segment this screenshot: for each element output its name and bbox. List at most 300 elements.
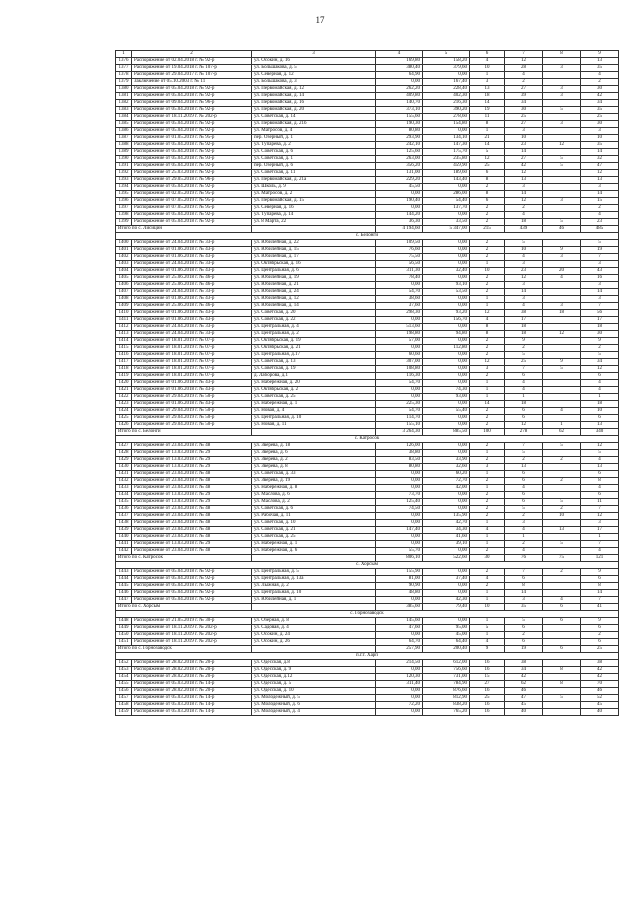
table-cell: ул. Тупарева, д. 2 <box>252 142 376 149</box>
table-cell <box>543 289 581 296</box>
table-cell <box>543 100 581 107</box>
table-cell: ул. Юбилейная, д. 24 <box>252 289 376 296</box>
table-cell: 2 <box>505 345 543 352</box>
table-cell: ул. 8 Марта, 22 <box>252 219 376 226</box>
table-cell: 5 <box>543 163 581 170</box>
column-number-cell: 8 <box>543 51 581 58</box>
table-cell: 5 <box>581 240 619 247</box>
table-cell: 1387 <box>116 135 132 142</box>
table-cell: 6 <box>581 492 619 499</box>
table-cell: 838,20 <box>423 702 470 709</box>
table-cell: 1417 <box>116 359 132 366</box>
total-cell: 5 347,00 <box>423 226 470 233</box>
table-row <box>116 681 619 688</box>
table-cell: Распоряжение от 05.04.2018 г. № 92-р <box>132 219 252 226</box>
table-row <box>116 660 619 667</box>
table-cell: 5 <box>470 149 505 156</box>
table-cell: ул. Советская, д. 10 <box>252 520 376 527</box>
table-cell: 42 <box>581 667 619 674</box>
table-row <box>116 303 619 310</box>
table-row <box>116 170 619 177</box>
table-cell: 42,70 <box>423 520 470 527</box>
table-cell: 38 <box>581 660 619 667</box>
table-cell: Распоряжение от 05.03.2018 г. № 14-р <box>132 695 252 702</box>
table-cell: 2 <box>543 506 581 513</box>
table-cell: Распоряжение от 28.02.2018 г. № 20-р <box>132 674 252 681</box>
table-cell: 25 <box>581 114 619 121</box>
table-cell: ул. Зверева, д. 18 <box>252 443 376 450</box>
table-cell: 13 <box>581 422 619 429</box>
table-cell: 125,40 <box>376 499 423 506</box>
table-cell: 2 <box>505 457 543 464</box>
table-cell: 54,40 <box>423 198 470 205</box>
table-cell: 6 <box>505 415 543 422</box>
table-cell: Распоряжение от 28.02.2018 г. № 20-р <box>132 688 252 695</box>
table-cell: 8 <box>543 681 581 688</box>
table-cell: 3 <box>505 520 543 527</box>
table-cell <box>543 177 581 184</box>
table-cell: 155,60 <box>376 114 423 121</box>
table-cell: 6 <box>581 625 619 632</box>
table-cell: 16 <box>470 688 505 695</box>
table-cell: 1439 <box>116 527 132 534</box>
table-cell: 2 <box>505 79 543 86</box>
table-cell: 1409 <box>116 303 132 310</box>
table-cell: 1379 <box>116 79 132 86</box>
table-cell: ул. Центральная, д.17 <box>252 352 376 359</box>
table-cell: Распоряжение от 18.11.2019 г. № 202-р <box>132 639 252 646</box>
table-cell: 1449 <box>116 625 132 632</box>
table-cell: 14 <box>505 590 543 597</box>
table-cell: 4 <box>543 408 581 415</box>
table-cell: 0,00 <box>376 394 423 401</box>
table-cell: 1445 <box>116 583 132 590</box>
total-cell: 30 <box>470 555 505 562</box>
table-cell: 225,30 <box>376 401 423 408</box>
table-cell: 4 <box>505 485 543 492</box>
table-cell: Распоряжение от 28.02.2018 г. № 20-р <box>132 667 252 674</box>
column-number-cell: 4 <box>376 51 423 58</box>
table-cell: 379,60 <box>423 65 470 72</box>
table-cell: 380,40 <box>376 65 423 72</box>
table-cell: 42 <box>505 163 543 170</box>
table-cell: Распоряжение от 05.04.2018 г. № 92-р <box>132 128 252 135</box>
total-label: Итого по с. Горнозаводск <box>116 646 252 653</box>
table-cell: 1402 <box>116 254 132 261</box>
table-cell: ул. Набережная, д. 8 <box>252 485 376 492</box>
table-cell: Распоряжение от 05.04.2018 г. № 92-р <box>132 576 252 583</box>
table-cell: 41,60 <box>423 534 470 541</box>
table-cell: 17 <box>581 317 619 324</box>
table-cell: 3 <box>505 261 543 268</box>
table-cell: 812,90 <box>423 695 470 702</box>
table-cell: 190,40 <box>376 198 423 205</box>
table-cell: 120,30 <box>376 674 423 681</box>
table-cell: 2 <box>470 415 505 422</box>
table-cell <box>543 401 581 408</box>
table-row <box>116 121 619 128</box>
table-cell: Распоряжение от 23.04.2018 г. № 48 <box>132 513 252 520</box>
table-cell: 1435 <box>116 499 132 506</box>
table-cell: 8 <box>470 331 505 338</box>
column-number-cell: 5 <box>423 51 470 58</box>
total-cell: 6 <box>543 646 581 653</box>
table-row <box>116 464 619 471</box>
table-cell: 2 <box>543 478 581 485</box>
table-cell: 8 <box>543 667 581 674</box>
total-cell <box>252 604 376 611</box>
table-cell <box>543 492 581 499</box>
table-cell: 1398 <box>116 212 132 219</box>
table-cell: 1452 <box>116 660 132 667</box>
table-cell: Распоряжение от 01.06.2018 г. № 43-р <box>132 401 252 408</box>
total-cell: 79,40 <box>423 604 470 611</box>
table-cell: 6 <box>470 198 505 205</box>
table-cell: 0,00 <box>376 534 423 541</box>
table-cell: 14 <box>470 401 505 408</box>
table-cell: 2 <box>470 583 505 590</box>
table-cell: 311,40 <box>376 681 423 688</box>
table-cell: 1 <box>470 597 505 604</box>
table-cell: 2 <box>543 457 581 464</box>
table-cell: 134,10 <box>423 135 470 142</box>
table-row <box>116 408 619 415</box>
table-cell: 1425 <box>116 415 132 422</box>
table-cell: 6 <box>505 478 543 485</box>
table-cell: 81,00 <box>376 576 423 583</box>
table-cell: ул. Большакова, д. 3 <box>252 79 376 86</box>
table-cell: 2 <box>543 569 581 576</box>
table-cell: пер. Озерный, д. 6 <box>252 163 376 170</box>
table-cell: 9 <box>543 359 581 366</box>
table-cell: 30 <box>505 107 543 114</box>
table-cell: 56 <box>581 310 619 317</box>
table-cell: Распоряжение от 29.04.2019 г. № 50-р <box>132 422 252 429</box>
table-row <box>116 674 619 681</box>
settlement-total-row <box>116 429 619 436</box>
table-cell: 14 <box>470 100 505 107</box>
table-cell: 0,00 <box>423 492 470 499</box>
total-cell <box>252 429 376 436</box>
table-cell: 1 <box>470 471 505 478</box>
table-cell: ул. Северная, д. 12 <box>252 72 376 79</box>
table-cell: 1416 <box>116 352 132 359</box>
table-cell: 18 <box>505 219 543 226</box>
table-cell: Распоряжение от 23.04.2018 г. № 48 <box>132 443 252 450</box>
table-cell: 4 <box>581 387 619 394</box>
table-cell: 60,20 <box>423 471 470 478</box>
table-cell <box>543 415 581 422</box>
table-cell: 38,60 <box>376 296 423 303</box>
table-cell: Распоряжение от 13.03.2018 г. № 29 <box>132 457 252 464</box>
table-cell: 6 <box>505 492 543 499</box>
table-cell: ул. Озерная, д. 8 <box>252 618 376 625</box>
table-cell: 8 <box>581 583 619 590</box>
table-cell <box>543 79 581 86</box>
table-cell: 27 <box>505 156 543 163</box>
table-cell: 0,00 <box>376 387 423 394</box>
table-cell: ул. Советская, д. 6 <box>252 149 376 156</box>
table-cell: 0,00 <box>423 296 470 303</box>
table-cell: Распоряжение от 25.03.2018 г. № 92-р <box>132 170 252 177</box>
column-number-cell: 7 <box>505 51 543 58</box>
table-cell: 0,00 <box>376 667 423 674</box>
table-cell: 0,00 <box>423 499 470 506</box>
table-cell: 2 <box>470 275 505 282</box>
table-cell: 1422 <box>116 394 132 401</box>
table-cell: 83,50 <box>376 457 423 464</box>
table-cell: 0,00 <box>376 709 423 716</box>
total-cell: 340 <box>581 429 619 436</box>
table-cell: Распоряжение от 29.04.2019 г. № 50-р <box>132 408 252 415</box>
table-cell: 2 <box>470 373 505 380</box>
table-cell <box>543 261 581 268</box>
table-cell: Распоряжение от 05.04.2018 г. № 92-р <box>132 163 252 170</box>
table-row <box>116 240 619 247</box>
table-row <box>116 394 619 401</box>
table-cell: 12 <box>470 359 505 366</box>
table-cell: 9 <box>581 338 619 345</box>
table-cell: 1450 <box>116 632 132 639</box>
table-cell: 1423 <box>116 401 132 408</box>
table-cell: 23 <box>505 268 543 275</box>
table-cell: ул. Первомайская, д. 21б <box>252 121 376 128</box>
table-cell: 2 <box>470 184 505 191</box>
table-cell: Распоряжение от 23.04.2018 г. № 48 <box>132 520 252 527</box>
table-cell: 3 <box>543 121 581 128</box>
table-cell: Распоряжение от 01.06.2018 г. № 43-р <box>132 247 252 254</box>
table-cell: 2 <box>581 345 619 352</box>
table-cell: 3 <box>470 79 505 86</box>
table-cell: Распоряжение от 05.03.2018 г. № 14-р <box>132 709 252 716</box>
table-cell: 12 <box>470 310 505 317</box>
table-cell: 0,00 <box>423 583 470 590</box>
table-cell: 175,70 <box>423 149 470 156</box>
table-cell: ул. Тупарева, д. 14 <box>252 212 376 219</box>
table-cell: Распоряжение от 19.04.2018 г. № 107-р <box>132 65 252 72</box>
table-cell: ул. Советская, д. 19 <box>252 366 376 373</box>
table-cell: 1421 <box>116 387 132 394</box>
settlement-header-row <box>116 436 619 443</box>
table-cell: 12 <box>581 170 619 177</box>
table-cell: 35 <box>581 65 619 72</box>
table-cell: 0,00 <box>376 688 423 695</box>
settlement-header-row <box>116 653 619 660</box>
table-cell: 459,90 <box>423 163 470 170</box>
table-cell: ул. Советская, д. 21 <box>252 527 376 534</box>
table-cell: 1376 <box>116 58 132 65</box>
table-cell: Распоряжение от 23.04.2018 г. № 48 <box>132 478 252 485</box>
table-cell: 3 <box>581 184 619 191</box>
table-cell: Распоряжение от 21.05.2019 г. № 30-р <box>132 618 252 625</box>
table-cell: 42 <box>581 93 619 100</box>
table-cell: 1458 <box>116 702 132 709</box>
table-cell <box>543 205 581 212</box>
settlement-name: с. Белонги <box>116 233 619 240</box>
table-cell: ул. Садовая, д. 4 <box>252 625 376 632</box>
table-cell: Распоряжение от 13.03.2018 г. № 29 <box>132 541 252 548</box>
table-cell: 4 <box>470 317 505 324</box>
table-cell: 1437 <box>116 513 132 520</box>
table-cell: Распоряжение от 23.04.2018 г. № 48 <box>132 485 252 492</box>
table-cell: ул. Советская, д. 20 <box>252 310 376 317</box>
table-cell: 27 <box>505 86 543 93</box>
table-cell: 4 <box>505 72 543 79</box>
table-cell: 14 <box>581 191 619 198</box>
table-cell: 0,00 <box>423 380 470 387</box>
table-cell: 0,00 <box>423 212 470 219</box>
table-cell <box>543 58 581 65</box>
table-cell: Распоряжение от 13.03.2018 г. № 29 <box>132 450 252 457</box>
table-cell: 90,90 <box>376 583 423 590</box>
table-cell: 34 <box>581 100 619 107</box>
table-cell: 1 <box>470 520 505 527</box>
table-cell: 126,00 <box>376 443 423 450</box>
table-cell: 3 <box>543 198 581 205</box>
table-cell: 4 <box>581 457 619 464</box>
table-cell: 18 <box>581 324 619 331</box>
table-cell: 0,00 <box>423 303 470 310</box>
total-cell: 200,40 <box>423 646 470 653</box>
table-cell: 1386 <box>116 128 132 135</box>
table-row <box>116 79 619 86</box>
table-cell: 93,20 <box>423 310 470 317</box>
table-cell: Распоряжение от 01.06.2018 г. № 43-р <box>132 254 252 261</box>
table-cell: ул. Первомайская, д. 12 <box>252 86 376 93</box>
table-row <box>116 541 619 548</box>
table-cell: 12 <box>543 331 581 338</box>
table-cell: 12 <box>505 58 543 65</box>
table-cell: 0,00 <box>376 597 423 604</box>
table-cell: 6 <box>470 170 505 177</box>
table-cell: 15 <box>581 198 619 205</box>
table-cell: Распоряжение от 25.06.2018 г. № 46-р <box>132 303 252 310</box>
table-row <box>116 205 619 212</box>
table-cell: 12 <box>505 275 543 282</box>
table-cell: 75,50 <box>376 254 423 261</box>
table-cell: 0,00 <box>423 422 470 429</box>
table-cell: ул. Зверева, д. 8 <box>252 464 376 471</box>
table-cell: 1384 <box>116 114 132 121</box>
table-cell: Распоряжение от 05.04.2018 г. № 92-р <box>132 184 252 191</box>
table-row <box>116 702 619 709</box>
table-cell: 74,30 <box>423 387 470 394</box>
settlement-name: п.г.т. Харп <box>116 653 619 660</box>
table-cell: 6 <box>505 639 543 646</box>
table-cell: 2 <box>470 513 505 520</box>
table-cell: 2 <box>470 219 505 226</box>
table-cell: 76,60 <box>376 247 423 254</box>
table-row <box>116 499 619 506</box>
table-cell: 47 <box>581 163 619 170</box>
table-cell: 21 <box>470 135 505 142</box>
table-cell: 198,80 <box>376 331 423 338</box>
page-number: 17 <box>315 15 325 25</box>
table-cell: 20 <box>543 268 581 275</box>
table-cell: Распоряжение от 18.01.2019 г. № 07-р <box>132 373 252 380</box>
table-cell: 15 <box>470 674 505 681</box>
table-cell: 5 <box>505 506 543 513</box>
table-cell: ул. Первомайская, д. 20 <box>252 107 376 114</box>
column-number-cell: 3 <box>252 51 376 58</box>
table-row <box>116 58 619 65</box>
table-cell: 6 <box>505 625 543 632</box>
table-cell: 0,00 <box>423 569 470 576</box>
table-cell: 1 <box>470 450 505 457</box>
table-cell: 169,80 <box>376 58 423 65</box>
table-row <box>116 450 619 457</box>
table-cell: 0,00 <box>376 513 423 520</box>
table-cell: 3 <box>581 296 619 303</box>
table-cell: 80,80 <box>376 464 423 471</box>
table-cell: 78,40 <box>376 275 423 282</box>
table-cell: 32 <box>581 156 619 163</box>
table-cell: ул. Советская, д. 14 <box>252 114 376 121</box>
table-cell: 3 <box>543 303 581 310</box>
table-cell: 2 <box>470 205 505 212</box>
table-cell: 45 <box>581 702 619 709</box>
table-cell: 158,20 <box>423 58 470 65</box>
table-row <box>116 597 619 604</box>
table-cell: Распоряжение от 07.05.2019 г. № 95-р <box>132 198 252 205</box>
table-cell: 5 <box>543 443 581 450</box>
table-cell: 2 <box>581 205 619 212</box>
table-row <box>116 534 619 541</box>
table-cell: 56,50 <box>376 261 423 268</box>
table-cell: 2 <box>470 240 505 247</box>
table-cell: 6 <box>505 576 543 583</box>
table-cell: ул. Школь, д. 9 <box>252 184 376 191</box>
table-row <box>116 331 619 338</box>
table-cell: 13 <box>543 527 581 534</box>
total-cell: 6 <box>543 604 581 611</box>
table-cell: 0,00 <box>423 240 470 247</box>
table-row <box>116 345 619 352</box>
table-cell: 60,60 <box>376 352 423 359</box>
table-cell: 0,00 <box>376 520 423 527</box>
table-cell: 235,80 <box>423 156 470 163</box>
settlement-name: с. Катросок <box>116 436 619 443</box>
table-cell: 0,00 <box>376 541 423 548</box>
table-cell: 47 <box>505 695 543 702</box>
table-cell: 0,00 <box>423 128 470 135</box>
table-cell: 0,00 <box>376 191 423 198</box>
table-cell <box>543 576 581 583</box>
table-cell <box>543 282 581 289</box>
total-cell: 885,50 <box>423 429 470 436</box>
table-cell: Распоряжение от 25.06.2018 г. № 46-р <box>132 282 252 289</box>
table-cell: 1 <box>581 534 619 541</box>
table-cell <box>543 632 581 639</box>
table-cell: ул. Юбилейная, д. 21 <box>252 282 376 289</box>
table-cell: 37,40 <box>423 576 470 583</box>
table-cell: 3 <box>543 65 581 72</box>
total-cell: 19 <box>505 646 543 653</box>
table-cell: 10 <box>470 268 505 275</box>
table-cell: ул. Советская, д. 13 <box>252 359 376 366</box>
table-cell: 311,30 <box>376 268 423 275</box>
table-cell: 52 <box>581 695 619 702</box>
table-cell: 5 <box>470 625 505 632</box>
table-cell: 278,60 <box>423 114 470 121</box>
table-cell: 0,00 <box>376 205 423 212</box>
table-cell: 784,90 <box>423 681 470 688</box>
table-cell: 145,60 <box>376 618 423 625</box>
table-cell: 10 <box>505 135 543 142</box>
table-cell: ул. Новая, д. 4 <box>252 408 376 415</box>
table-row <box>116 65 619 72</box>
table-cell: 2 <box>470 457 505 464</box>
